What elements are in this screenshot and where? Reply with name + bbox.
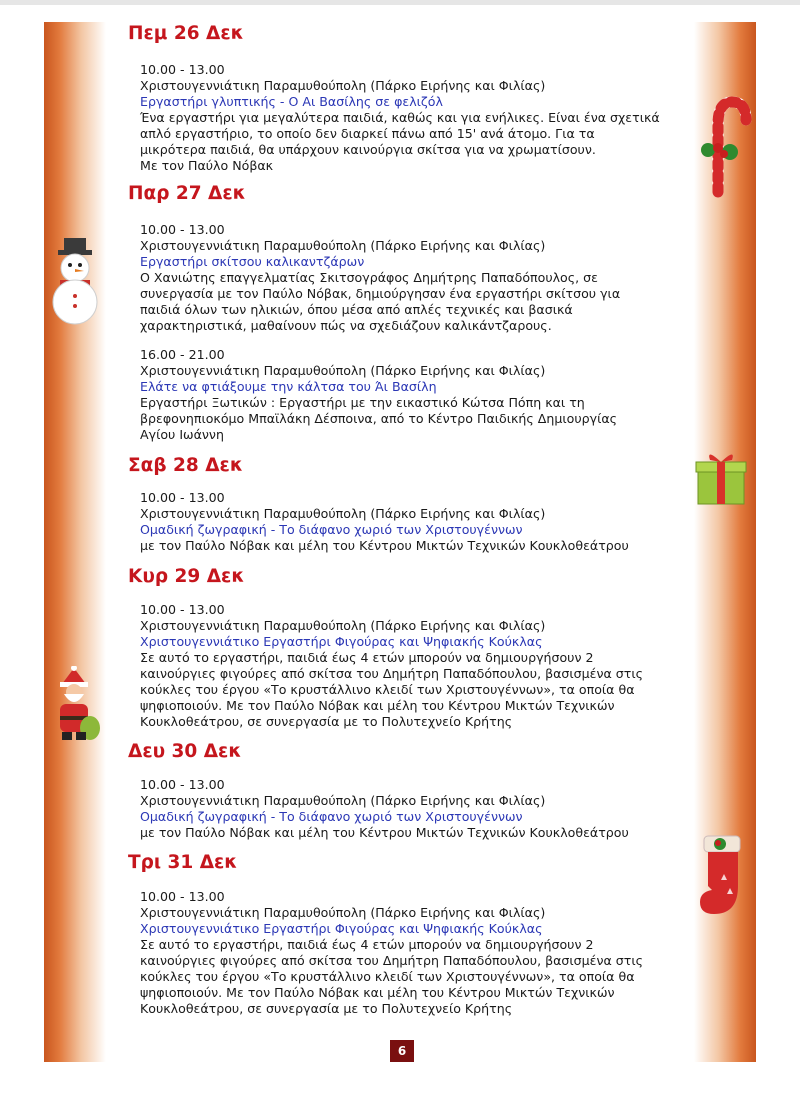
event-description-line: μικρότερα παιδιά, θα υπάρχουν καινούργια σκίτσα για να χρωματίσουν. (140, 142, 596, 157)
event-entry (128, 347, 700, 443)
event-title: Εργαστήρι γλυπτικής - Ο Αι Βασίλης σε φελιζόλ (140, 94, 443, 109)
event-entry (128, 222, 700, 334)
left-decorative-stripe (44, 22, 106, 1062)
event-description-line: Κουκλοθεάτρου, σε συνεργασία με το Πολυτεχνείο Κρήτης (140, 714, 513, 729)
event-title: Ελάτε να φτιάξουμε την κάλτσα του Άι Βασίλη (140, 379, 437, 394)
event-description-line: Ένα εργαστήρι για μεγαλύτερα παιδιά, καθώς και για ενήλικες. Είναι ένα σχετικά (140, 110, 660, 125)
event-description-line: χαρακτηριστικά, μαθαίνουν πώς να σχεδιάζουν καλικάντζαρους. (140, 318, 552, 333)
day-heading: Πεμ 26 Δεκ (128, 23, 244, 44)
event-time: 10.00 - 13.00 (140, 62, 225, 77)
santa-icon (46, 666, 102, 742)
event-time: 16.00 - 21.00 (140, 347, 225, 362)
event-description-line: απλό εργαστήριο, το οποίο δεν διαρκεί πάνω από 15' ανά άτομο. Για τα (140, 126, 595, 141)
event-time: 10.00 - 13.00 (140, 602, 225, 617)
event-description-line: παιδιά όλων των ηλικιών, όπου μέσα από απλές τεχνικές και βασικά (140, 302, 573, 317)
day-heading: Σαβ 28 Δεκ (128, 455, 243, 476)
page-number: 6 (390, 1040, 414, 1062)
event-title: Εργαστήρι σκίτσου καλικαντζάρων (140, 254, 365, 269)
event-location: Χριστουγεννιάτικη Παραμυθούπολη (Πάρκο Ειρήνης και Φιλίας) (140, 506, 546, 521)
day-heading: Παρ 27 Δεκ (128, 183, 246, 204)
event-description-line: συνεργασία με τον Παύλο Νόβακ, δημιούργησαν ένα εργαστήρι σκίτσου για (140, 286, 621, 301)
event-location: Χριστουγεννιάτικη Παραμυθούπολη (Πάρκο Ειρήνης και Φιλίας) (140, 78, 546, 93)
event-time: 10.00 - 13.00 (140, 222, 225, 237)
day-heading: Δευ 30 Δεκ (128, 741, 242, 762)
event-description-line: με τον Παύλο Νόβακ και μέλη του Κέντρου Μικτών Τεχνικών Κουκλοθεάτρου (140, 538, 629, 553)
event-entry (128, 602, 700, 730)
event-description-line: καινούργιες φιγούρες από σκίτσα του Δημήτρη Παπαδόπουλου, βασισμένα στις (140, 666, 644, 681)
event-title: Χριστουγεννιάτικο Εργαστήρι Φιγούρας και Ψηφιακής Κούκλας (140, 921, 543, 936)
top-rule (0, 0, 800, 5)
event-title: Ομαδική ζωγραφική - Το διάφανο χωριό των Χριστουγέννων (140, 522, 523, 537)
stocking-icon (694, 830, 752, 920)
event-entry (128, 490, 700, 554)
event-location: Χριστουγεννιάτικη Παραμυθούπολη (Πάρκο Ειρήνης και Φιλίας) (140, 363, 546, 378)
candy-cane-icon (694, 92, 752, 202)
event-time: 10.00 - 13.00 (140, 889, 225, 904)
event-time: 10.00 - 13.00 (140, 490, 225, 505)
event-description-line: βρεφονηπιοκόμο Μπαϊλάκη Δέσποινα, από το Κέντρο Παιδικής Δημιουργίας (140, 411, 618, 426)
event-description-line: Ο Χανιώτης επαγγελματίας Σκιτσογράφος Δημήτρης Παπαδόπουλος, σε (140, 270, 598, 285)
event-description-line: ψηφιοποιούν. Με τον Παύλο Νόβακ και μέλη του Κέντρου Μικτών Τεχνικών (140, 698, 615, 713)
event-location: Χριστουγεννιάτικη Παραμυθούπολη (Πάρκο Ειρήνης και Φιλίας) (140, 793, 546, 808)
event-description-line: με τον Παύλο Νόβακ και μέλη του Κέντρου Μικτών Τεχνικών Κουκλοθεάτρου (140, 825, 629, 840)
event-location: Χριστουγεννιάτικη Παραμυθούπολη (Πάρκο Ειρήνης και Φιλίας) (140, 905, 546, 920)
day-heading: Τρι 31 Δεκ (128, 852, 238, 873)
event-entry (128, 62, 700, 174)
gift-icon (694, 448, 748, 506)
event-description-line: Σε αυτό το εργαστήρι, παιδιά έως 4 ετών μπορούν να δημιουργήσουν 2 (140, 650, 594, 665)
snowman-icon (46, 236, 106, 328)
event-description-line: κούκλες του έργου «Το κρυστάλλινο κλειδί των Χριστουγέννων», τα οποία θα (140, 682, 635, 697)
event-description-line: Με τον Παύλο Νόβακ (140, 158, 274, 173)
event-location: Χριστουγεννιάτικη Παραμυθούπολη (Πάρκο Ειρήνης και Φιλίας) (140, 238, 546, 253)
event-time: 10.00 - 13.00 (140, 777, 225, 792)
event-description-line: Εργαστήρι Ξωτικών : Εργαστήρι με την εικαστικό Κώτσα Πόπη και τη (140, 395, 585, 410)
event-description-line: Κουκλοθεάτρου, σε συνεργασία με το Πολυτεχνείο Κρήτης (140, 1001, 513, 1016)
event-entry (128, 777, 700, 841)
event-description-line: ψηφιοποιούν. Με τον Παύλο Νόβακ και μέλη του Κέντρου Μικτών Τεχνικών (140, 985, 615, 1000)
event-description-line: καινούργιες φιγούρες από σκίτσα του Δημήτρη Παπαδόπουλου, βασισμένα στις (140, 953, 644, 968)
event-description-line: κούκλες του έργου «Το κρυστάλλινο κλειδί των Χριστουγέννων», τα οποία θα (140, 969, 635, 984)
day-heading: Κυρ 29 Δεκ (128, 566, 245, 587)
event-description-line: Αγίου Ιωάννη (140, 427, 224, 442)
event-description-line: Σε αυτό το εργαστήρι, παιδιά έως 4 ετών μπορούν να δημιουργήσουν 2 (140, 937, 594, 952)
event-entry (128, 889, 700, 1017)
event-title: Χριστουγεννιάτικο Εργαστήρι Φιγούρας και Ψηφιακής Κούκλας (140, 634, 543, 649)
event-location: Χριστουγεννιάτικη Παραμυθούπολη (Πάρκο Ειρήνης και Φιλίας) (140, 618, 546, 633)
event-title: Ομαδική ζωγραφική - Το διάφανο χωριό των Χριστουγέννων (140, 809, 523, 824)
